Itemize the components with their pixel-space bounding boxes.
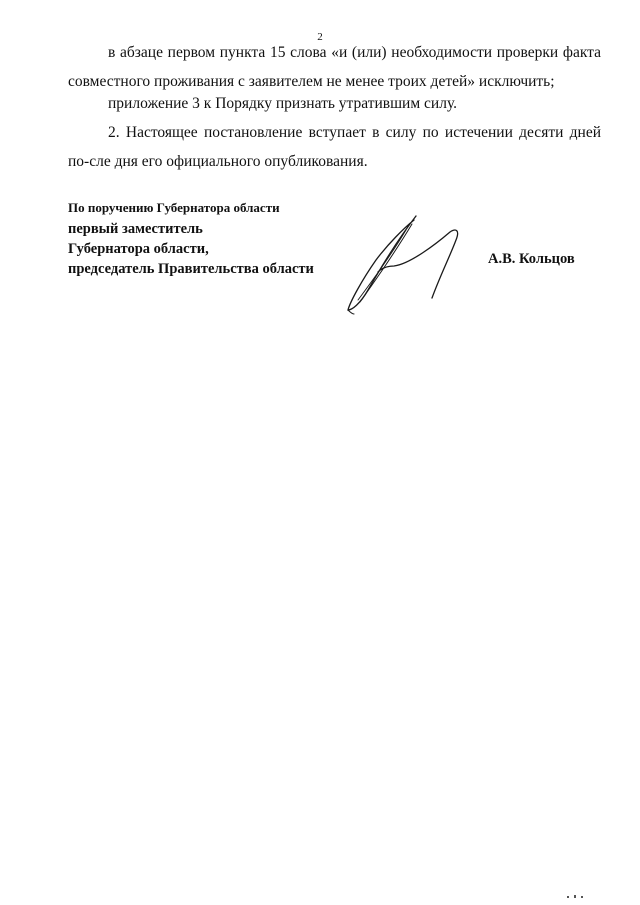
paragraph-prilozhenie: приложение 3 к Порядку признать утратившим силу. [108, 95, 458, 112]
signatory-line-governor: Губернатора области, [68, 241, 209, 257]
scan-mark-icon [566, 894, 586, 900]
signatory-line-chairman: председатель Правительства области [68, 261, 314, 277]
handwritten-signature-icon [340, 210, 480, 315]
signatory-line-mandate: По поручению Губернатора области [68, 200, 280, 215]
page-number: 2 [317, 31, 323, 43]
signatory-title-block [68, 197, 368, 279]
signatory-line-position: первый заместитель [68, 221, 203, 237]
paragraph-vstupaet-text: 2. Настоящее постановление вступает в силу по истечении десяти дней по-сле дня его официального опубликования. [68, 124, 601, 170]
paragraph-abzac [68, 38, 601, 96]
signatory-name: А.В. Кольцов [488, 251, 575, 267]
paragraph-abzac-text: в абзаце первом пункта 15 слова «и (или) необходимости проверки факта совместного проживания с заявителем не менее троих детей» исключить; [68, 44, 601, 90]
paragraph-vstupaet [68, 118, 601, 176]
